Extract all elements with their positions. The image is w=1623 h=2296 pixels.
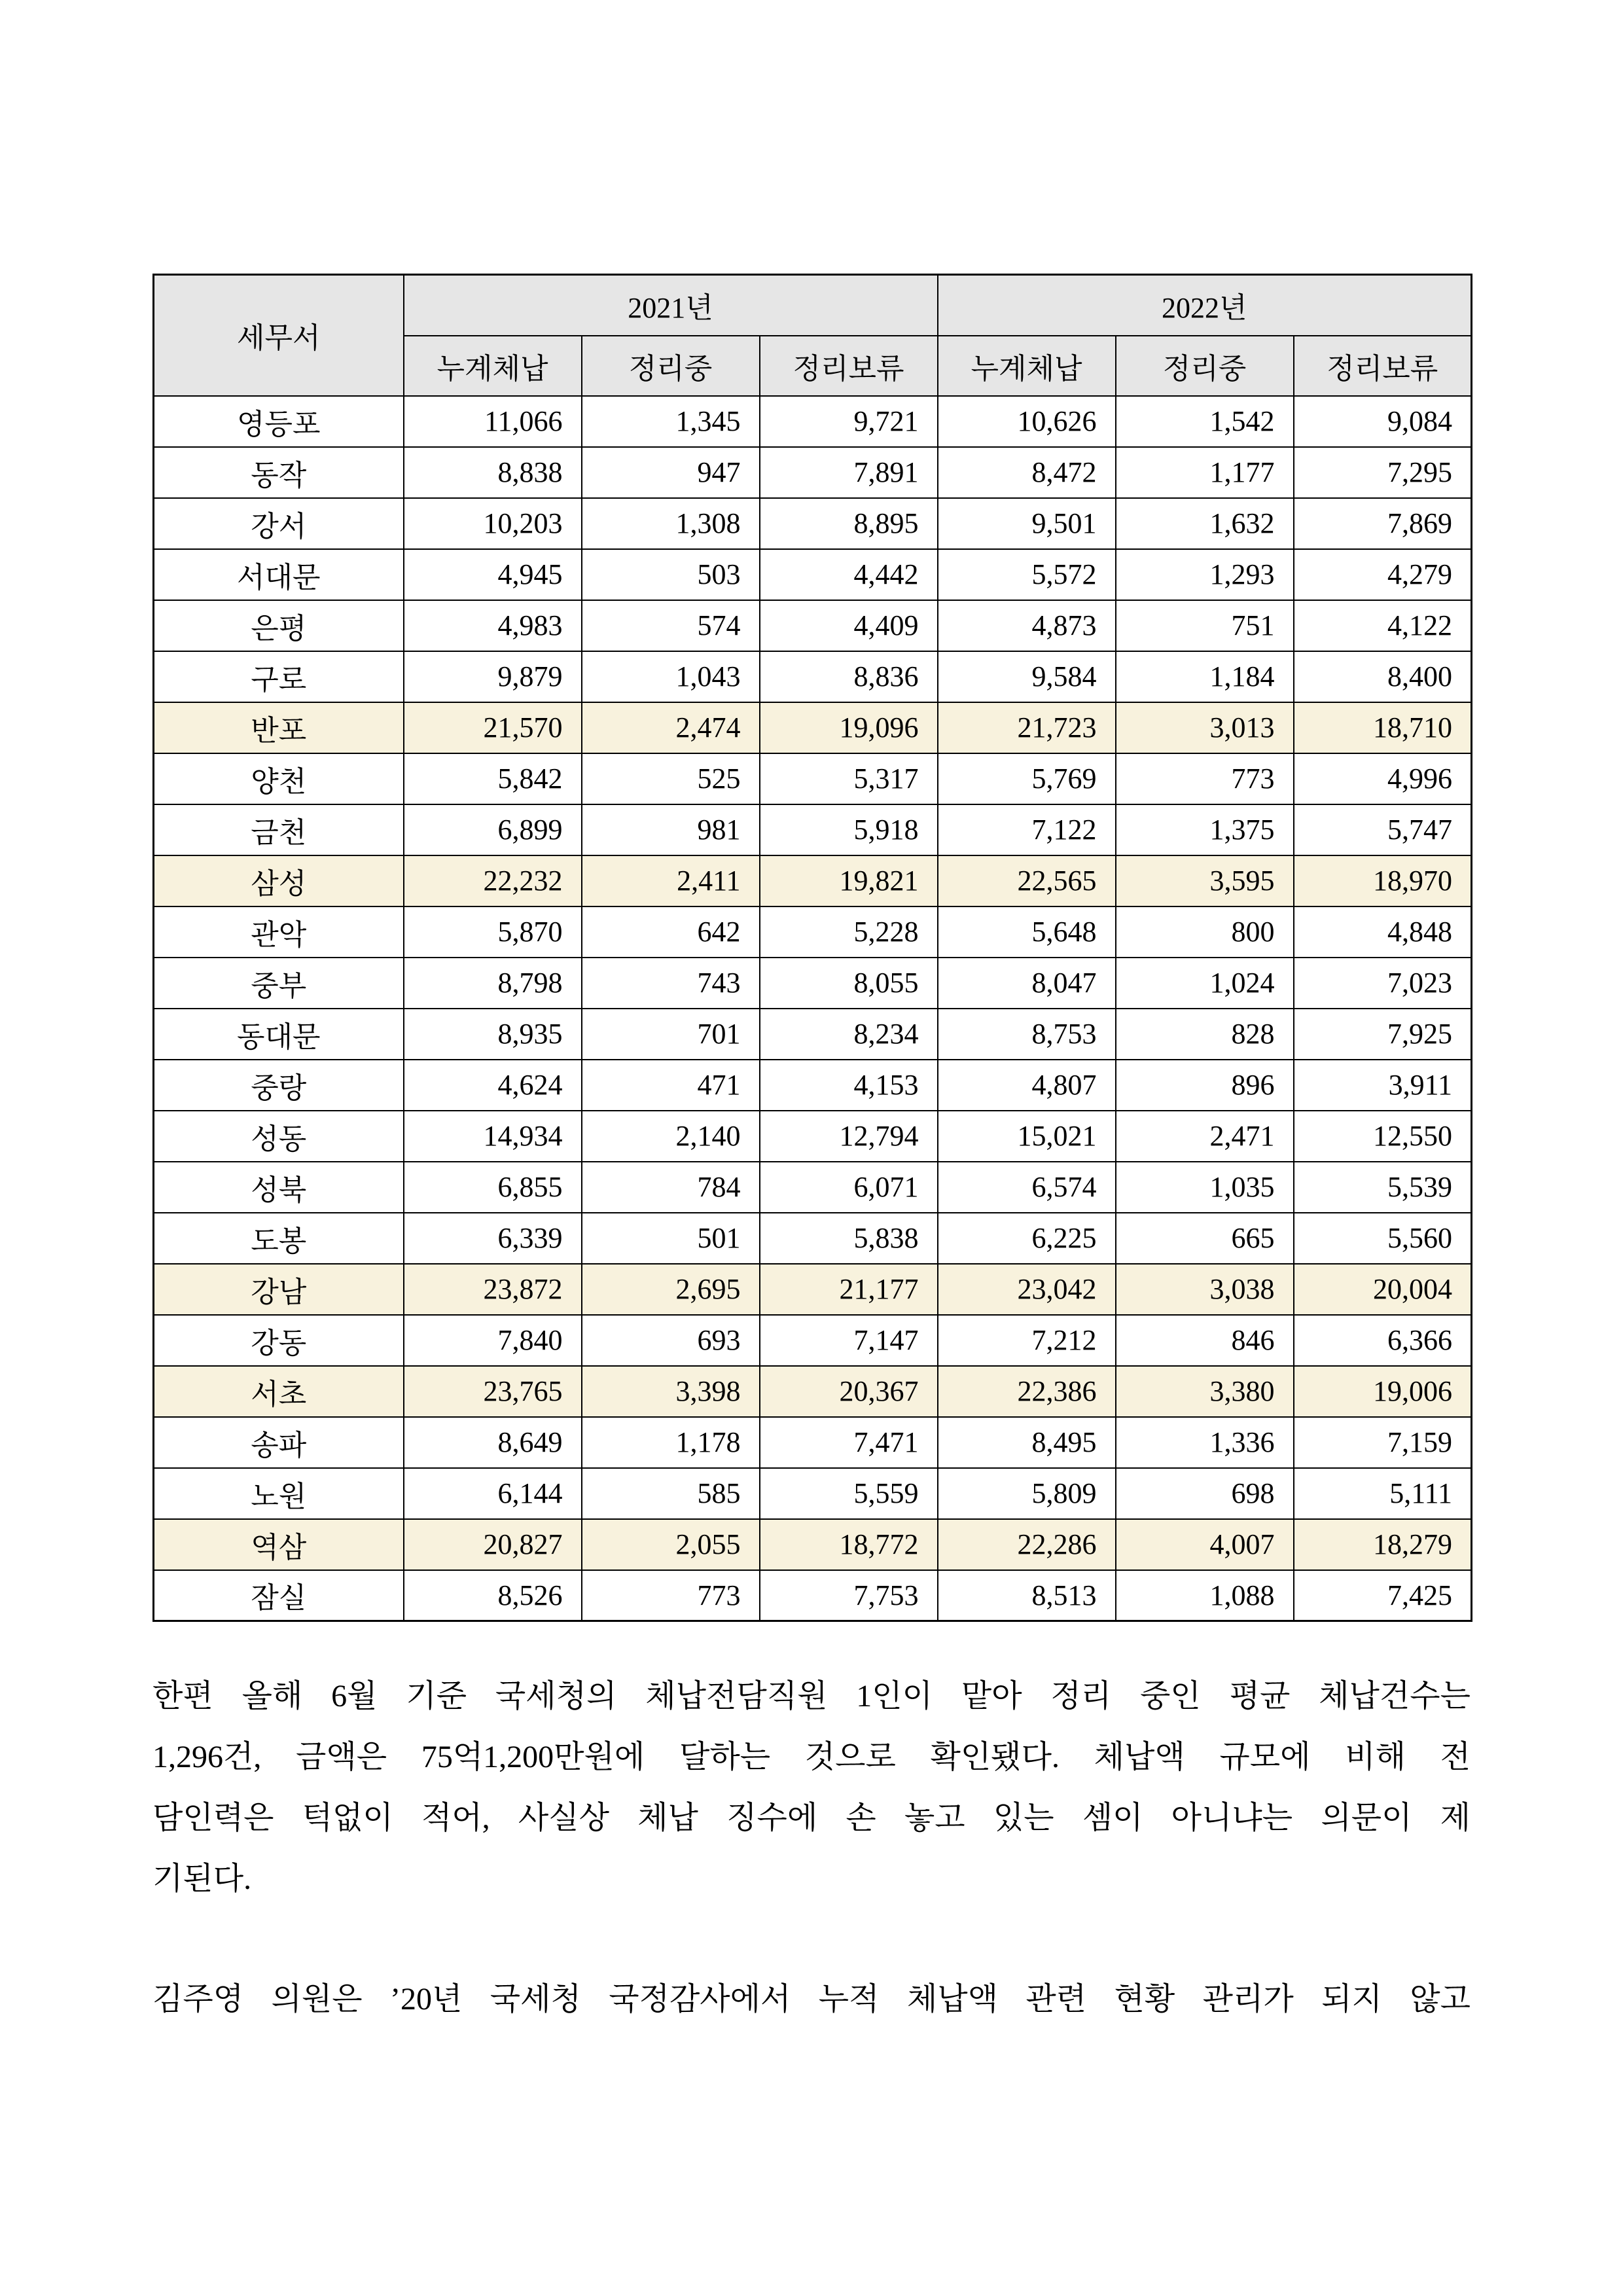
value-cell: 2,140 xyxy=(582,1111,760,1162)
header-2021-in-progress: 정리중 xyxy=(582,336,760,396)
value-cell: 5,317 xyxy=(760,753,938,804)
value-cell: 22,565 xyxy=(938,855,1116,906)
value-cell: 15,021 xyxy=(938,1111,1116,1162)
value-cell: 7,122 xyxy=(938,804,1116,855)
value-cell: 4,983 xyxy=(404,600,582,651)
value-cell: 9,721 xyxy=(760,396,938,447)
value-cell: 7,295 xyxy=(1294,447,1472,498)
value-cell: 8,836 xyxy=(760,651,938,702)
value-cell: 6,899 xyxy=(404,804,582,855)
value-cell: 1,043 xyxy=(582,651,760,702)
value-cell: 12,550 xyxy=(1294,1111,1472,1162)
value-cell: 7,891 xyxy=(760,447,938,498)
value-cell: 5,769 xyxy=(938,753,1116,804)
value-cell: 7,869 xyxy=(1294,498,1472,549)
value-cell: 2,695 xyxy=(582,1264,760,1315)
table-row xyxy=(154,1111,1472,1162)
office-name-cell: 도봉 xyxy=(154,1213,404,1264)
value-cell: 7,023 xyxy=(1294,958,1472,1009)
table-row xyxy=(154,600,1472,651)
office-name-cell: 역삼 xyxy=(154,1519,404,1570)
header-year-2021: 2021년 xyxy=(404,275,938,336)
value-cell: 5,572 xyxy=(938,549,1116,600)
office-name-cell: 송파 xyxy=(154,1417,404,1468)
value-cell: 19,006 xyxy=(1294,1366,1472,1417)
office-name-cell: 동대문 xyxy=(154,1009,404,1060)
value-cell: 8,895 xyxy=(760,498,938,549)
value-cell: 5,648 xyxy=(938,906,1116,958)
value-cell: 12,794 xyxy=(760,1111,938,1162)
value-cell: 5,559 xyxy=(760,1468,938,1519)
value-cell: 9,584 xyxy=(938,651,1116,702)
value-cell: 9,879 xyxy=(404,651,582,702)
table-row xyxy=(154,549,1472,600)
value-cell: 981 xyxy=(582,804,760,855)
value-cell: 3,398 xyxy=(582,1366,760,1417)
value-cell: 8,838 xyxy=(404,447,582,498)
value-cell: 23,765 xyxy=(404,1366,582,1417)
value-cell: 7,147 xyxy=(760,1315,938,1366)
value-cell: 8,495 xyxy=(938,1417,1116,1468)
value-cell: 2,474 xyxy=(582,702,760,753)
value-cell: 5,111 xyxy=(1294,1468,1472,1519)
value-cell: 1,375 xyxy=(1116,804,1294,855)
office-name-cell: 삼성 xyxy=(154,855,404,906)
office-name-cell: 중랑 xyxy=(154,1060,404,1111)
value-cell: 20,827 xyxy=(404,1519,582,1570)
value-cell: 4,279 xyxy=(1294,549,1472,600)
value-cell: 2,411 xyxy=(582,855,760,906)
value-cell: 4,848 xyxy=(1294,906,1472,958)
value-cell: 18,279 xyxy=(1294,1519,1472,1570)
value-cell: 828 xyxy=(1116,1009,1294,1060)
table-row xyxy=(154,958,1472,1009)
office-name-cell: 강남 xyxy=(154,1264,404,1315)
value-cell: 701 xyxy=(582,1009,760,1060)
value-cell: 6,339 xyxy=(404,1213,582,1264)
office-name-cell: 중부 xyxy=(154,958,404,1009)
text-line: 담인력은 턱없이 적어, 사실상 체납 징수에 손 놓고 있는 셈이 아니냐는 의문이 제 xyxy=(152,1801,1471,1835)
header-2021-cumulative: 누계체납 xyxy=(404,336,582,396)
value-cell: 5,838 xyxy=(760,1213,938,1264)
value-cell: 4,442 xyxy=(760,549,938,600)
value-cell: 8,649 xyxy=(404,1417,582,1468)
value-cell: 698 xyxy=(1116,1468,1294,1519)
value-cell: 23,872 xyxy=(404,1264,582,1315)
value-cell: 574 xyxy=(582,600,760,651)
value-cell: 743 xyxy=(582,958,760,1009)
value-cell: 5,870 xyxy=(404,906,582,958)
table-row xyxy=(154,1009,1472,1060)
value-cell: 1,088 xyxy=(1116,1570,1294,1621)
value-cell: 947 xyxy=(582,447,760,498)
value-cell: 3,013 xyxy=(1116,702,1294,753)
value-cell: 6,071 xyxy=(760,1162,938,1213)
value-cell: 501 xyxy=(582,1213,760,1264)
value-cell: 6,855 xyxy=(404,1162,582,1213)
value-cell: 8,472 xyxy=(938,447,1116,498)
value-cell: 1,308 xyxy=(582,498,760,549)
office-name-cell: 동작 xyxy=(154,447,404,498)
value-cell: 10,626 xyxy=(938,396,1116,447)
office-name-cell: 잠실 xyxy=(154,1570,404,1621)
value-cell: 896 xyxy=(1116,1060,1294,1111)
table-row xyxy=(154,1264,1472,1315)
value-cell: 5,560 xyxy=(1294,1213,1472,1264)
office-name-cell: 노원 xyxy=(154,1468,404,1519)
value-cell: 21,570 xyxy=(404,702,582,753)
value-cell: 4,873 xyxy=(938,600,1116,651)
table-row xyxy=(154,1468,1472,1519)
table-row xyxy=(154,498,1472,549)
value-cell: 9,501 xyxy=(938,498,1116,549)
value-cell: 4,945 xyxy=(404,549,582,600)
value-cell: 7,840 xyxy=(404,1315,582,1366)
table-row xyxy=(154,447,1472,498)
value-cell: 6,366 xyxy=(1294,1315,1472,1366)
table-row xyxy=(154,1162,1472,1213)
text-line: 한편 올해 6월 기준 국세청의 체납전담직원 1인이 맡아 정리 중인 평균 체납건수는 xyxy=(152,1679,1471,1713)
value-cell: 1,177 xyxy=(1116,447,1294,498)
value-cell: 6,225 xyxy=(938,1213,1116,1264)
value-cell: 3,038 xyxy=(1116,1264,1294,1315)
value-cell: 8,047 xyxy=(938,958,1116,1009)
value-cell: 20,367 xyxy=(760,1366,938,1417)
value-cell: 4,624 xyxy=(404,1060,582,1111)
value-cell: 9,084 xyxy=(1294,396,1472,447)
value-cell: 3,380 xyxy=(1116,1366,1294,1417)
table-row xyxy=(154,1519,1472,1570)
value-cell: 8,400 xyxy=(1294,651,1472,702)
value-cell: 21,723 xyxy=(938,702,1116,753)
value-cell: 8,513 xyxy=(938,1570,1116,1621)
office-name-cell: 금천 xyxy=(154,804,404,855)
header-2022-deferred: 정리보류 xyxy=(1294,336,1472,396)
value-cell: 4,409 xyxy=(760,600,938,651)
value-cell: 585 xyxy=(582,1468,760,1519)
header-2022-cumulative: 누계체납 xyxy=(938,336,1116,396)
value-cell: 1,632 xyxy=(1116,498,1294,549)
value-cell: 20,004 xyxy=(1294,1264,1472,1315)
value-cell: 22,232 xyxy=(404,855,582,906)
value-cell: 1,336 xyxy=(1116,1417,1294,1468)
tax-office-table-container xyxy=(152,274,1471,1622)
value-cell: 3,911 xyxy=(1294,1060,1472,1111)
value-cell: 22,386 xyxy=(938,1366,1116,1417)
value-cell: 2,471 xyxy=(1116,1111,1294,1162)
value-cell: 5,228 xyxy=(760,906,938,958)
table-row xyxy=(154,702,1472,753)
office-name-cell: 양천 xyxy=(154,753,404,804)
value-cell: 21,177 xyxy=(760,1264,938,1315)
value-cell: 8,234 xyxy=(760,1009,938,1060)
value-cell: 23,042 xyxy=(938,1264,1116,1315)
value-cell: 5,747 xyxy=(1294,804,1472,855)
value-cell: 5,809 xyxy=(938,1468,1116,1519)
value-cell: 4,807 xyxy=(938,1060,1116,1111)
value-cell: 7,159 xyxy=(1294,1417,1472,1468)
value-cell: 18,970 xyxy=(1294,855,1472,906)
table-row xyxy=(154,855,1472,906)
value-cell: 19,821 xyxy=(760,855,938,906)
value-cell: 14,934 xyxy=(404,1111,582,1162)
value-cell: 7,753 xyxy=(760,1570,938,1621)
table-row xyxy=(154,396,1472,447)
value-cell: 22,286 xyxy=(938,1519,1116,1570)
value-cell: 4,122 xyxy=(1294,600,1472,651)
value-cell: 751 xyxy=(1116,600,1294,651)
value-cell: 1,345 xyxy=(582,396,760,447)
table-row xyxy=(154,651,1472,702)
header-office: 세무서 xyxy=(154,275,404,396)
value-cell: 773 xyxy=(582,1570,760,1621)
table-header-year-row xyxy=(154,275,1472,336)
value-cell: 1,024 xyxy=(1116,958,1294,1009)
table-row xyxy=(154,906,1472,958)
office-name-cell: 성북 xyxy=(154,1162,404,1213)
value-cell: 8,753 xyxy=(938,1009,1116,1060)
office-name-cell: 영등포 xyxy=(154,396,404,447)
value-cell: 11,066 xyxy=(404,396,582,447)
value-cell: 4,153 xyxy=(760,1060,938,1111)
value-cell: 18,710 xyxy=(1294,702,1472,753)
office-name-cell: 강동 xyxy=(154,1315,404,1366)
value-cell: 7,212 xyxy=(938,1315,1116,1366)
table-row xyxy=(154,1417,1472,1468)
table-row xyxy=(154,1570,1472,1621)
value-cell: 6,574 xyxy=(938,1162,1116,1213)
value-cell: 7,925 xyxy=(1294,1009,1472,1060)
office-name-cell: 서초 xyxy=(154,1366,404,1417)
table-row xyxy=(154,753,1472,804)
table-row xyxy=(154,1060,1472,1111)
header-year-2022: 2022년 xyxy=(938,275,1472,336)
table-body xyxy=(154,396,1472,1621)
value-cell: 5,918 xyxy=(760,804,938,855)
value-cell: 7,425 xyxy=(1294,1570,1472,1621)
value-cell: 4,007 xyxy=(1116,1519,1294,1570)
office-name-cell: 강서 xyxy=(154,498,404,549)
table-row xyxy=(154,1366,1472,1417)
value-cell: 3,595 xyxy=(1116,855,1294,906)
value-cell: 4,996 xyxy=(1294,753,1472,804)
value-cell: 5,842 xyxy=(404,753,582,804)
table-row xyxy=(154,1213,1472,1264)
table-row xyxy=(154,804,1472,855)
office-name-cell: 은평 xyxy=(154,600,404,651)
value-cell: 784 xyxy=(582,1162,760,1213)
value-cell: 8,935 xyxy=(404,1009,582,1060)
value-cell: 19,096 xyxy=(760,702,938,753)
value-cell: 846 xyxy=(1116,1315,1294,1366)
value-cell: 6,144 xyxy=(404,1468,582,1519)
value-cell: 8,055 xyxy=(760,958,938,1009)
tax-delinquency-table xyxy=(152,274,1472,1622)
value-cell: 8,526 xyxy=(404,1570,582,1621)
value-cell: 18,772 xyxy=(760,1519,938,1570)
header-2021-deferred: 정리보류 xyxy=(760,336,938,396)
value-cell: 10,203 xyxy=(404,498,582,549)
table-header xyxy=(154,275,1472,396)
value-cell: 1,178 xyxy=(582,1417,760,1468)
value-cell: 1,035 xyxy=(1116,1162,1294,1213)
value-cell: 1,184 xyxy=(1116,651,1294,702)
header-2022-in-progress: 정리중 xyxy=(1116,336,1294,396)
value-cell: 693 xyxy=(582,1315,760,1366)
paragraph-average-caseload xyxy=(152,1666,1471,1909)
office-name-cell: 구로 xyxy=(154,651,404,702)
value-cell: 2,055 xyxy=(582,1519,760,1570)
office-name-cell: 관악 xyxy=(154,906,404,958)
value-cell: 8,798 xyxy=(404,958,582,1009)
value-cell: 800 xyxy=(1116,906,1294,958)
table-row xyxy=(154,1315,1472,1366)
value-cell: 665 xyxy=(1116,1213,1294,1264)
office-name-cell: 반포 xyxy=(154,702,404,753)
value-cell: 5,539 xyxy=(1294,1162,1472,1213)
text-line: 기된다. xyxy=(152,1861,252,1896)
value-cell: 503 xyxy=(582,549,760,600)
text-line: 1,296건, 금액은 75억1,200만원에 달하는 것으로 확인됐다. 체납액 규모에 비해 전 xyxy=(152,1740,1471,1774)
office-name-cell: 성동 xyxy=(154,1111,404,1162)
paragraph-kim-juyoung xyxy=(152,1969,1471,2030)
office-name-cell: 서대문 xyxy=(154,549,404,600)
value-cell: 525 xyxy=(582,753,760,804)
value-cell: 471 xyxy=(582,1060,760,1111)
value-cell: 1,293 xyxy=(1116,549,1294,600)
value-cell: 1,542 xyxy=(1116,396,1294,447)
value-cell: 773 xyxy=(1116,753,1294,804)
text-line: 김주영 의원은 ’20년 국세청 국정감사에서 누적 체납액 관련 현황 관리가 되지 않고 xyxy=(152,1982,1471,2017)
value-cell: 642 xyxy=(582,906,760,958)
value-cell: 7,471 xyxy=(760,1417,938,1468)
